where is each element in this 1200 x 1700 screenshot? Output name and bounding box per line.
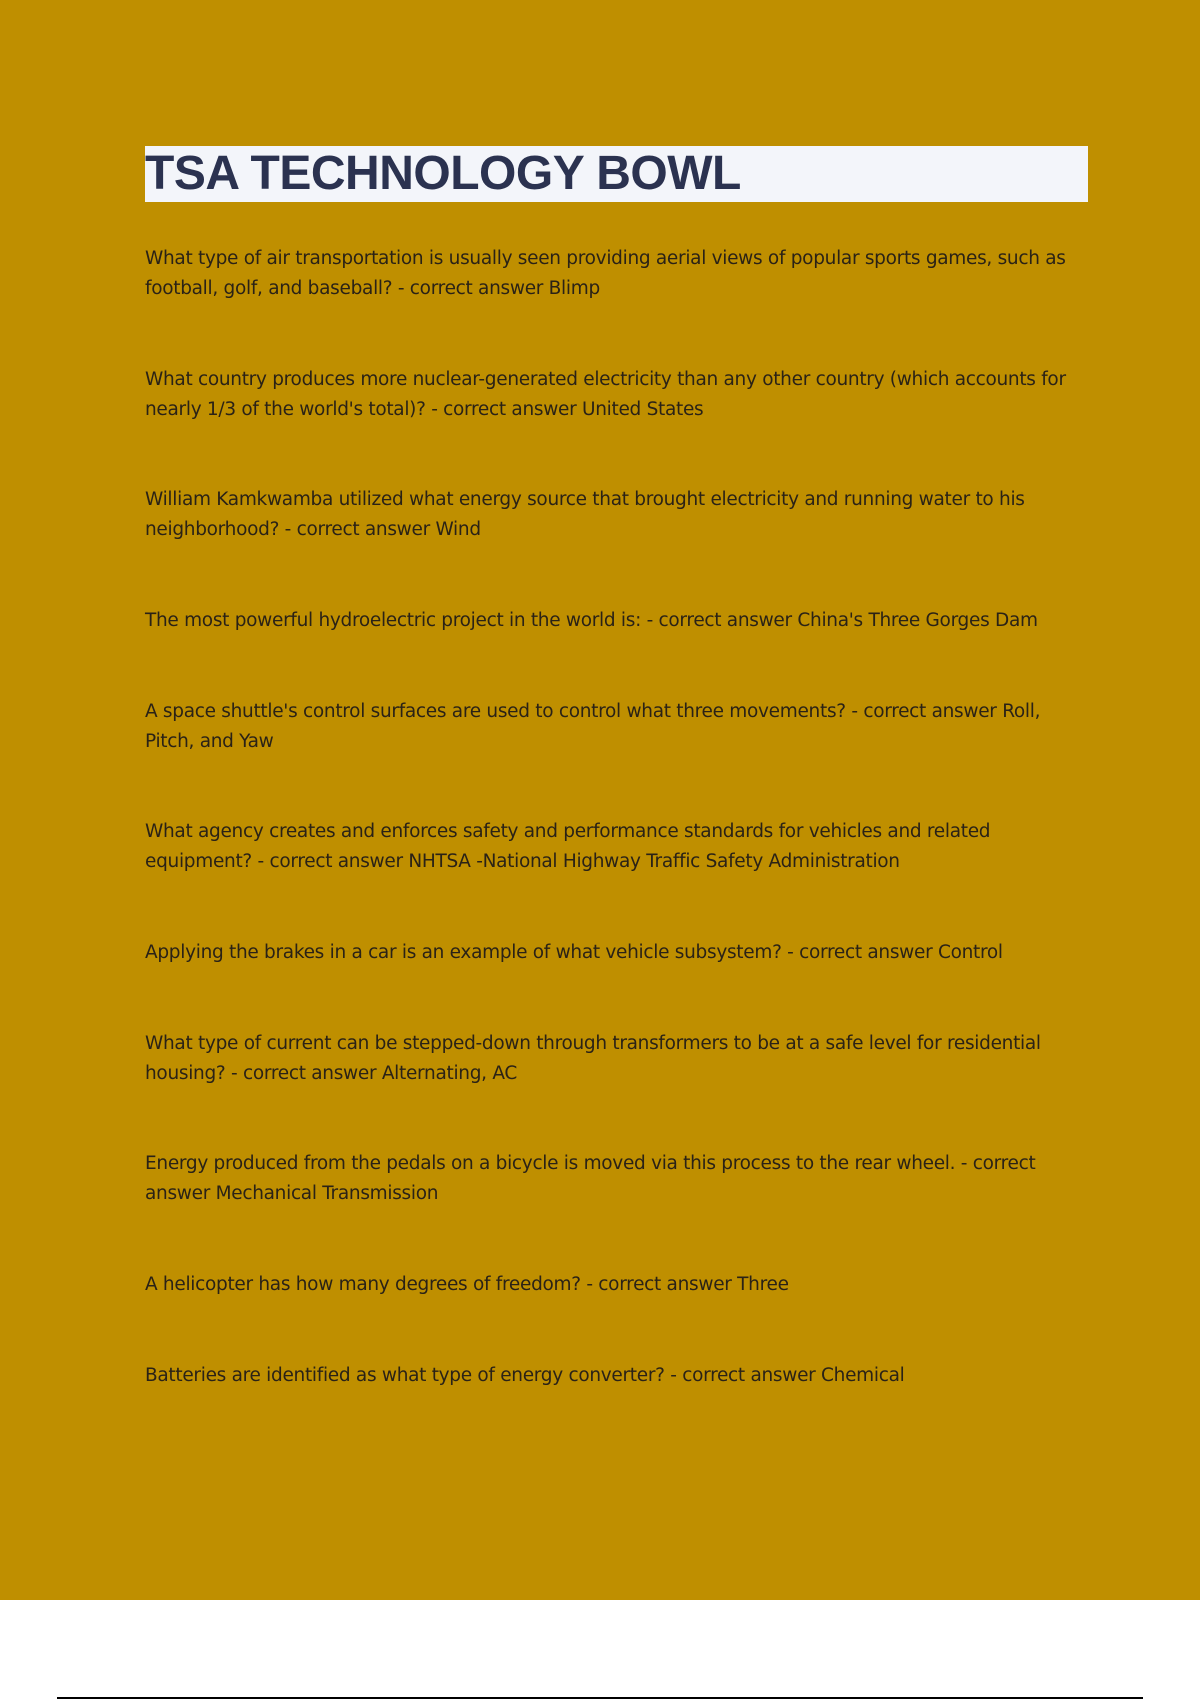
document-title: TSA TECHNOLOGY BOWL: [145, 147, 741, 200]
question-answer-7: Applying the brakes in a car is an example of what vehicle subsystem? - correct answer Control: [145, 942, 1003, 963]
question-answer-10: A helicopter has how many degrees of freedom? - correct answer Three: [145, 1274, 789, 1295]
question-answer-6: What agency creates and enforces safety and performance standards for vehicles and related equipment? - correct answer NHTSA -National Highway Traffic Safety Administration: [145, 821, 991, 872]
question-answer-11: Batteries are identified as what type of energy converter? - correct answer Chemical: [145, 1365, 905, 1386]
question-answer-1: What type of air transportation is usually seen providing aerial views of popular sports games, such as football, golf, and baseball? - correct answer Blimp: [145, 248, 1066, 299]
question-answer-5: A space shuttle's control surfaces are used to control what three movements? - correct answer Roll, Pitch, and Yaw: [145, 701, 1041, 752]
question-answer-3: William Kamkwamba utilized what energy source that brought electricity and running water to his neighborhood? - correct answer Wind: [145, 489, 1025, 540]
question-answer-2: What country produces more nuclear-generated electricity than any other country (which accounts for nearly 1/3 of the world's total)? - correct answer United States: [145, 369, 1066, 420]
footer-divider: [57, 1697, 1143, 1699]
question-answer-8: What type of current can be stepped-down through transformers to be at a safe level for residential housing? - correct answer Alternating, AC: [145, 1033, 1041, 1084]
question-answer-4: The most powerful hydroelectric project in the world is: - correct answer China's Three Gorges Dam: [145, 610, 1038, 631]
question-answer-9: Energy produced from the pedals on a bicycle is moved via this process to the rear wheel. - correct answer Mechanical Transmission: [145, 1153, 1036, 1204]
